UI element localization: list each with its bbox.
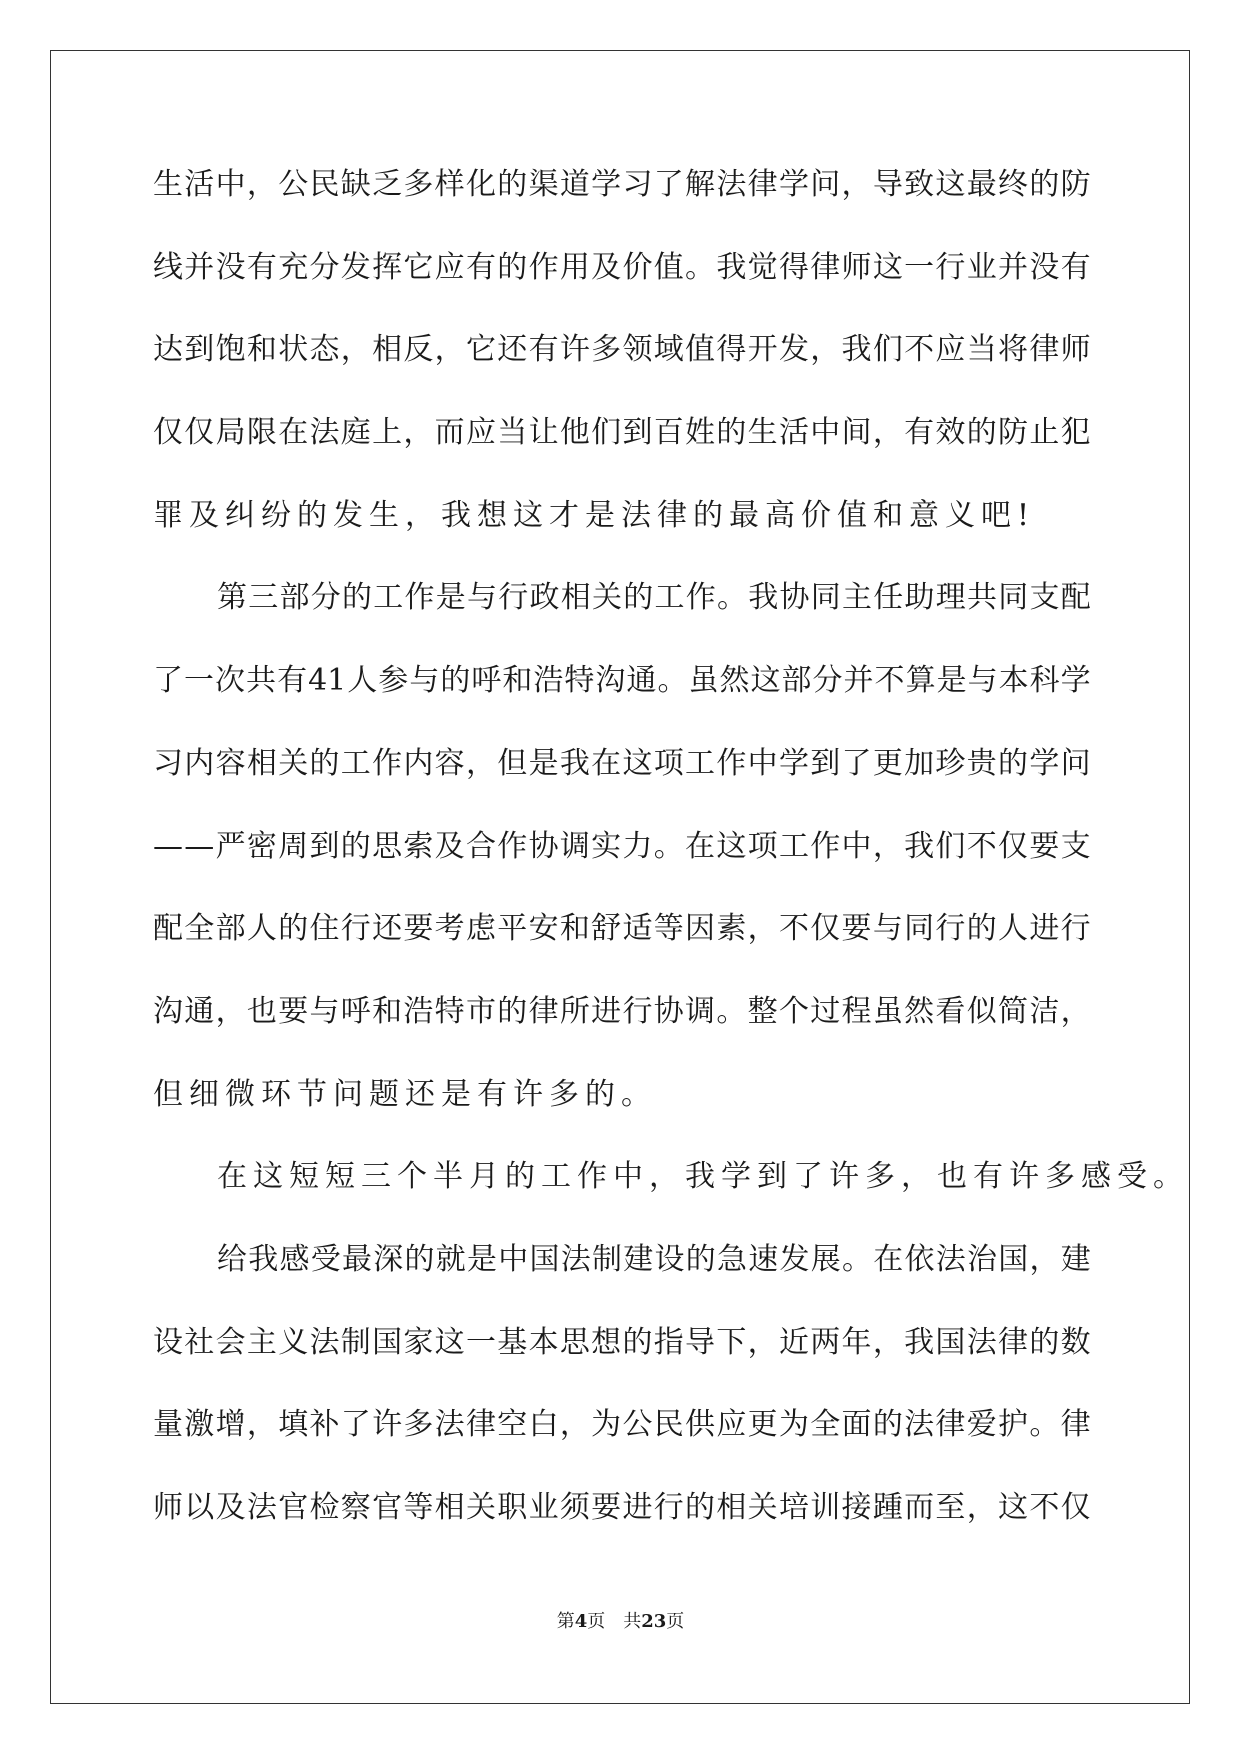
text-line: 习 内 容 相 关 的 工 作 内 容 ， 但 是 我 在 这 项 工 作 中 学 到 了 更 加 珍 贵 的 学 问 bbox=[153, 745, 1091, 781]
text-line: 给 我 感 受 最 深 的 就 是 中 国 法 制 建 设 的 急 速 发 展 。 在 依 法 治 国 ， 建 bbox=[217, 1241, 1091, 1277]
footer-page-number: 4 bbox=[574, 1611, 588, 1632]
footer-total-pages: 23 bbox=[641, 1611, 667, 1632]
text-line: 罪 及 纠 纷 的 发 生 ， 我 想 这 才 是 法 律 的 最 高 价 值 和 意 义 吧 ! bbox=[153, 497, 1036, 533]
text-line: 达 到 饱 和 状 态 ， 相 反 ， 它 还 有 许 多 领 域 值 得 开 发 ， 我 们 不 应 当 将 律 师 bbox=[153, 332, 1091, 368]
text-line: 配 全 部 人 的 住 行 还 要 考 虑 平 安 和 舒 适 等 因 素 ， 不 仅 要 与 同 行 的 人 进 行 bbox=[153, 911, 1091, 947]
footer-suffix: 页 bbox=[666, 1611, 685, 1632]
footer-prefix: 第 bbox=[556, 1611, 575, 1632]
footer-mid: 页 共 bbox=[587, 1611, 642, 1632]
text-line: 设 社 会 主 义 法 制 国 家 这 一 基 本 思 想 的 指 导 下 ， 近 两 年 ， 我 国 法 律 的 数 bbox=[153, 1324, 1091, 1360]
text-line: 第 三 部 分 的 工 作 是 与 行 政 相 关 的 工 作 。 我 协 同 主 任 助 理 共 同 支 配 bbox=[217, 580, 1091, 616]
text-line: 沟 通 ， 也 要 与 呼 和 浩 特 市 的 律 所 进 行 协 调 。 整 个 过 程 虽 然 看 似 简 洁 ， bbox=[153, 993, 1091, 1029]
text-line: 生 活 中 ， 公 民 缺 乏 多 样 化 的 渠 道 学 习 了 解 法 律 学 问 ， 导 致 这 最 终 的 防 bbox=[153, 167, 1091, 202]
text-line: 了 一 次 共 有 41 人 参 与 的 呼 和 浩 特 沟 通 。 虽 然 这 部 分 并 不 算 是 与 本 科 学 bbox=[153, 663, 1091, 699]
text-line: 仅 仅 局 限 在 法 庭 上 ， 而 应 当 让 他 们 到 百 姓 的 生 活 中 间 ， 有 效 的 防 止 犯 bbox=[153, 415, 1091, 451]
text-line: 但 细 微 环 节 问 题 还 是 有 许 多 的 。 bbox=[153, 1076, 657, 1112]
text-line: 量 激 增 ， 填 补 了 许 多 法 律 空 白 ， 为 公 民 供 应 更 为 全 面 的 法 律 爱 护 。 律 bbox=[153, 1407, 1091, 1443]
body-text bbox=[153, 160, 1189, 1566]
text-line: 师 以 及 法 官 检 察 官 等 相 关 职 业 须 要 进 行 的 相 关 培 训 接 踵 而 至 ， 这 不 仅 bbox=[153, 1490, 1091, 1525]
text-line: — — 严 密 周 到 的 思 索 及 合 作 协 调 实 力 。 在 这 项 工 作 中 ， 我 们 不 仅 要 支 bbox=[153, 828, 1091, 864]
text-line: 线 并 没 有 充 分 发 挥 它 应 有 的 作 用 及 价 值 。 我 觉 得 律 师 这 一 行 业 并 没 有 bbox=[153, 249, 1091, 285]
page-footer bbox=[0, 1610, 1241, 1634]
text-line: 在 这 短 短 三 个 半 月 的 工 作 中 ， 我 学 到 了 许 多 ， 也 有 许 多 感 受 。 bbox=[217, 1159, 1189, 1195]
